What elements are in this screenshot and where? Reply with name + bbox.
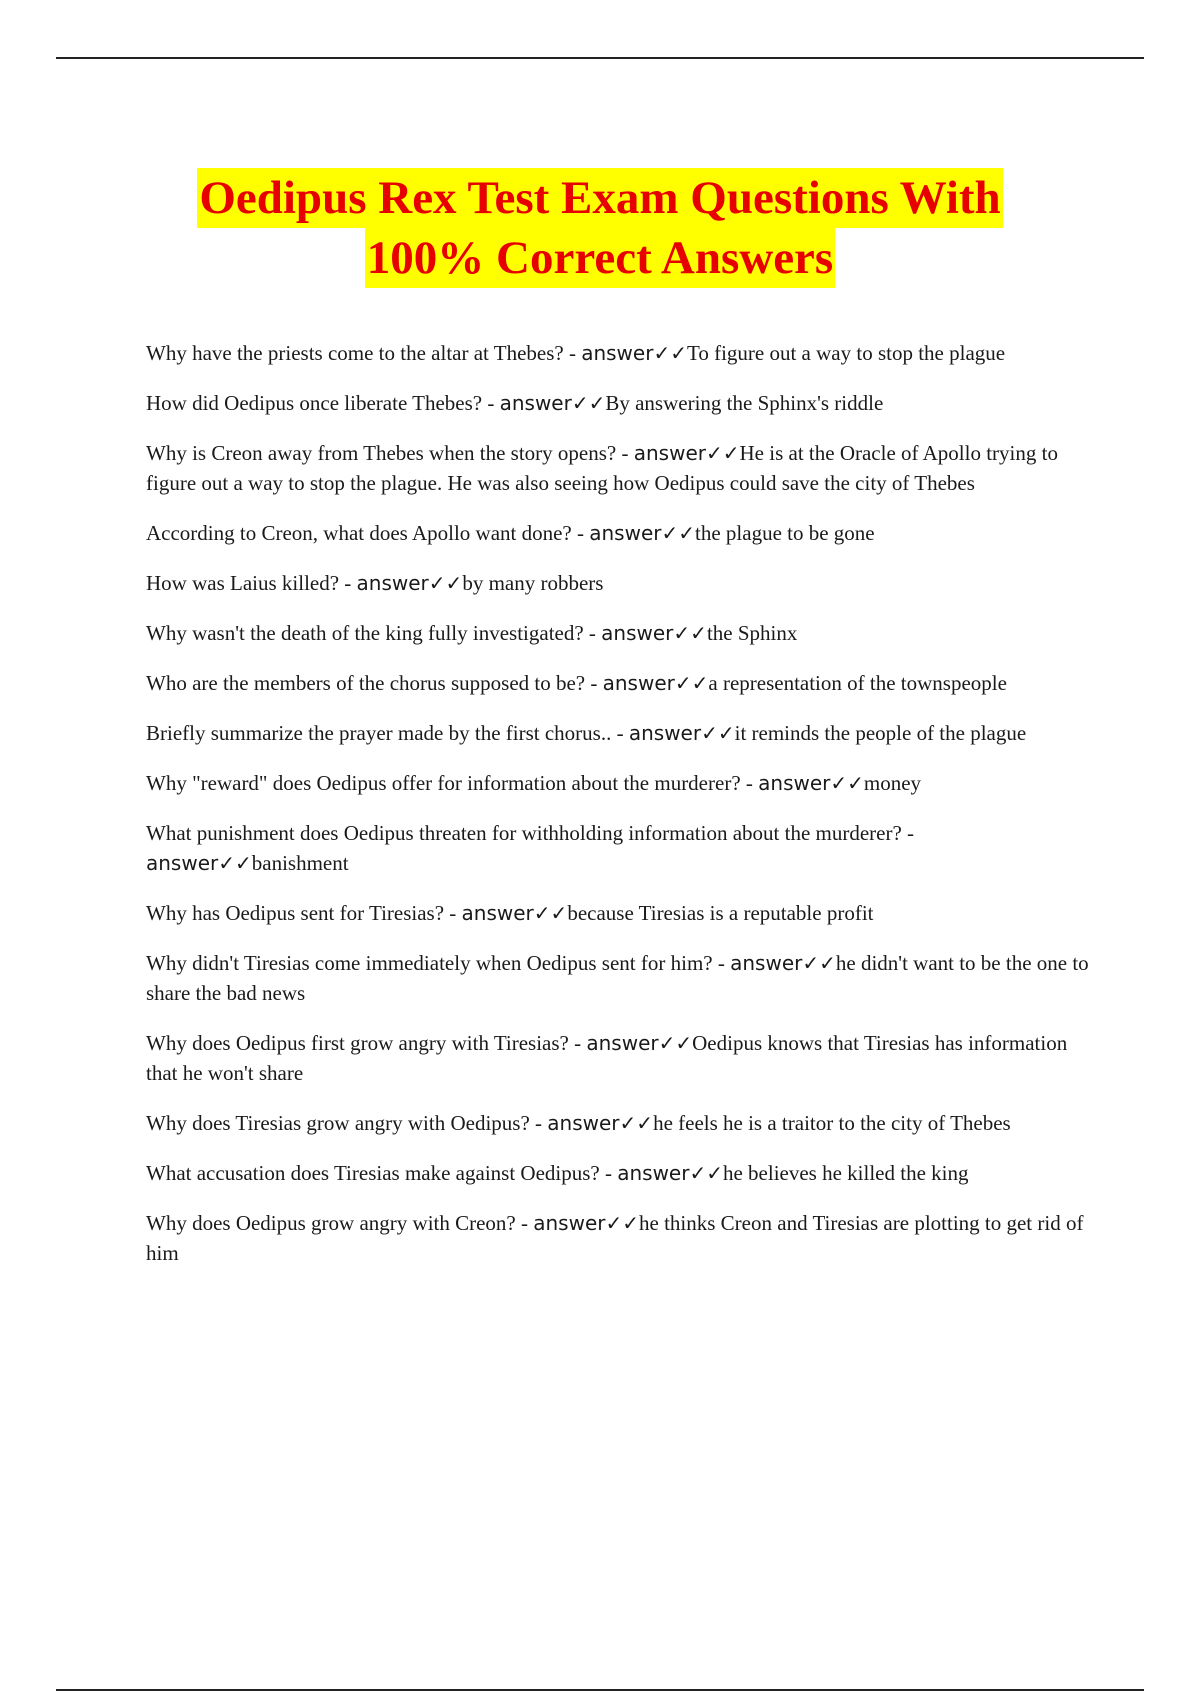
qa-item	[146, 1158, 1096, 1188]
qa-list	[146, 338, 1096, 1288]
answer-marker: answer✓✓	[628, 721, 735, 745]
answer-marker: answer✓✓	[617, 1161, 723, 1185]
answer-text: he believes he killed the king	[722, 1161, 969, 1185]
question-text: How was Laius killed? -	[146, 571, 357, 595]
answer-marker: answer✓✓	[461, 901, 568, 925]
qa-item	[146, 668, 1096, 698]
answer-text: he didn't want to be the one to share the bad news	[146, 951, 1089, 1005]
answer-text: he feels he is a traitor to the city of Thebes	[653, 1111, 1011, 1135]
answer-marker: answer✓✓	[602, 671, 709, 695]
answer-text: the plague to be gone	[695, 521, 875, 545]
answer-text: banishment	[251, 851, 349, 875]
qa-item	[146, 568, 1096, 598]
question-text: Why has Oedipus sent for Tiresias? -	[146, 901, 462, 925]
answer-text: To figure out a way to stop the plague	[686, 341, 1006, 365]
question-text: Why does Oedipus grow angry with Creon? -	[146, 1211, 534, 1235]
qa-item	[146, 768, 1096, 798]
answer-text: it reminds the people of the plague	[734, 721, 1027, 745]
answer-marker: answer✓✓	[547, 1111, 654, 1135]
qa-item	[146, 338, 1096, 368]
qa-item	[146, 948, 1096, 1008]
answer-marker: answer✓✓	[146, 851, 252, 875]
question-text: Why didn't Tiresias come immediately when Oedipus sent for him? -	[146, 951, 731, 975]
qa-item	[146, 718, 1096, 748]
qa-item	[146, 518, 1096, 548]
document-title	[0, 168, 1200, 288]
answer-text: Oedipus knows that Tiresias has information that he won't share	[146, 1031, 1068, 1085]
qa-item	[146, 618, 1096, 648]
question-text: What punishment does Oedipus threaten for withholding information about the murderer? -	[146, 821, 915, 845]
answer-marker: answer✓✓	[730, 951, 836, 975]
answer-marker: answer✓✓	[589, 521, 696, 545]
question-text: Why wasn't the death of the king fully investigated? -	[146, 621, 602, 645]
qa-item	[146, 1108, 1096, 1138]
answer-marker: answer✓✓	[499, 391, 606, 415]
qa-item	[146, 1208, 1096, 1268]
bottom-rule	[56, 1689, 1144, 1691]
question-text: Why have the priests come to the altar at Thebes? -	[146, 341, 582, 365]
question-text: Why does Oedipus first grow angry with Tiresias? -	[146, 1031, 587, 1055]
answer-marker: answer✓✓	[356, 571, 463, 595]
question-text: Why "reward" does Oedipus offer for information about the murderer? -	[146, 771, 759, 795]
question-text: Why does Tiresias grow angry with Oedipus? -	[146, 1111, 548, 1135]
answer-text: he thinks Creon and Tiresias are plotting to get rid of him	[146, 1211, 1084, 1265]
question-text: According to Creon, what does Apollo want done? -	[146, 521, 590, 545]
question-text: Why is Creon away from Thebes when the story opens? -	[146, 441, 634, 465]
answer-text: money	[863, 771, 922, 795]
qa-item	[146, 898, 1096, 928]
answer-marker: answer✓✓	[533, 1211, 640, 1235]
answer-text: He is at the Oracle of Apollo trying to figure out a way to stop the plague. He was also seeing how Oedipus could save the city of Thebes	[146, 441, 1058, 495]
top-rule	[56, 57, 1144, 59]
qa-item	[146, 438, 1096, 498]
title-line-1: Oedipus Rex Test Exam Questions With	[197, 168, 1002, 228]
question-text: How did Oedipus once liberate Thebes? -	[146, 391, 500, 415]
answer-text: a representation of the townspeople	[708, 671, 1007, 695]
answer-text: by many robbers	[462, 571, 604, 595]
answer-text: By answering the Sphinx's riddle	[605, 391, 884, 415]
question-text: Briefly summarize the prayer made by the first chorus.. -	[146, 721, 629, 745]
title-line-2: 100% Correct Answers	[365, 228, 835, 288]
question-text: Who are the members of the chorus supposed to be? -	[146, 671, 603, 695]
answer-marker: answer✓✓	[601, 621, 707, 645]
qa-item	[146, 1028, 1096, 1088]
answer-text: the Sphinx	[706, 621, 798, 645]
qa-item	[146, 388, 1096, 418]
qa-item	[146, 818, 1096, 878]
question-text: What accusation does Tiresias make against Oedipus? -	[146, 1161, 618, 1185]
answer-text: because Tiresias is a reputable profit	[567, 901, 874, 925]
answer-marker: answer✓✓	[586, 1031, 693, 1055]
answer-marker: answer✓✓	[633, 441, 740, 465]
answer-marker: answer✓✓	[758, 771, 864, 795]
answer-marker: answer✓✓	[581, 341, 687, 365]
